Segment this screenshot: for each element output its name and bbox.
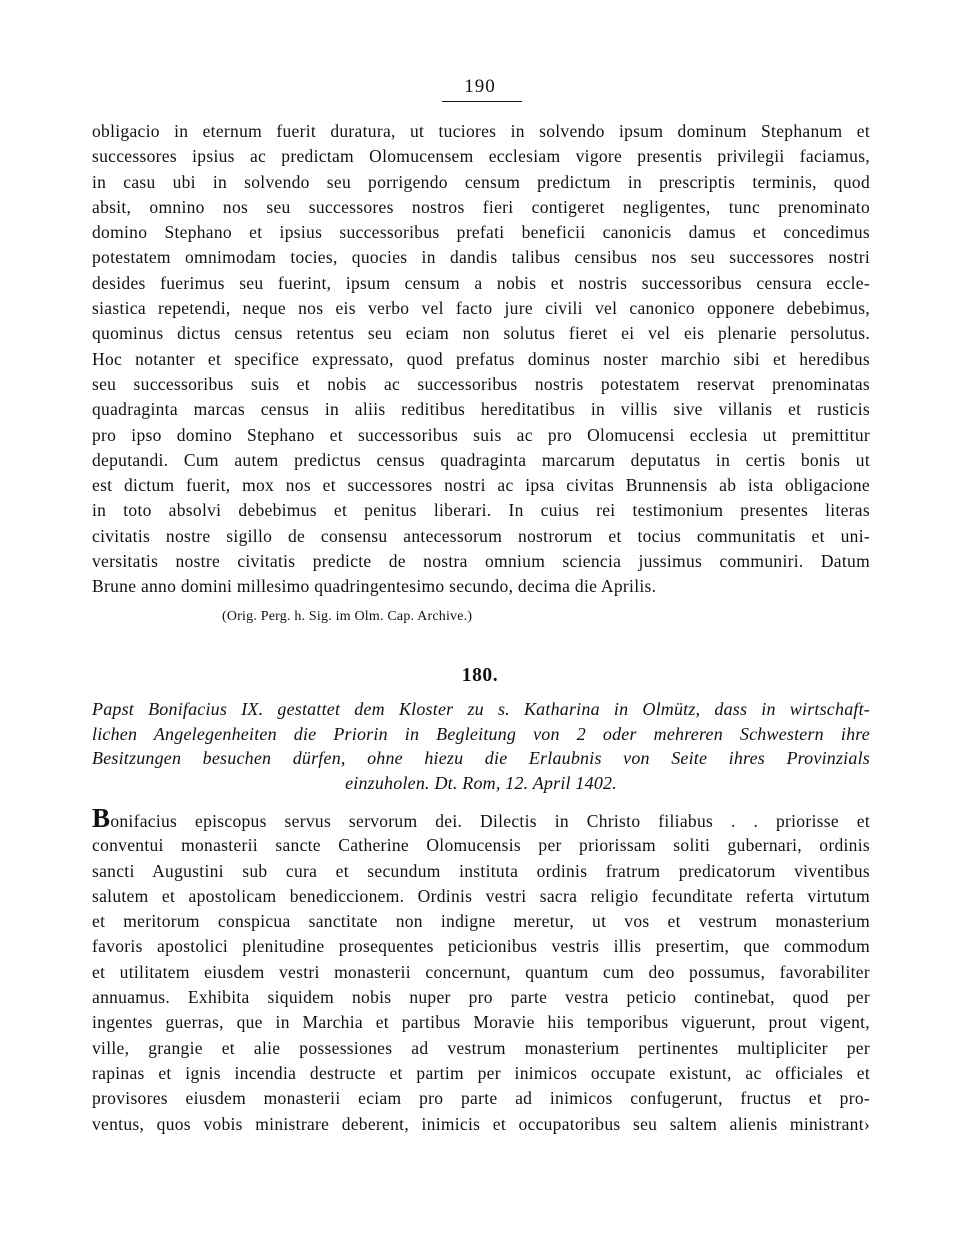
first-line-text: onifacius episcopus servus servorum dei. Dilectis in Christo filiabus . . priorisse et <box>110 811 870 831</box>
initial-letter: B <box>92 803 111 833</box>
text-line: Brune anno domini millesimo quadringentesimo secundo, decima die Aprilis. <box>92 576 657 597</box>
source-note: (Orig. Perg. h. Sig. im Olm. Cap. Archive.) <box>222 609 473 624</box>
text-line: est dictum fuerit, mox nos et successores nostri ac ipsa civitas Brunnensis ab ista obligacione <box>92 475 870 496</box>
text-line: rapinas et ignis incendia destructe et partim per inimicos occupate existunt, ac officiales et <box>92 1062 870 1083</box>
text-line: desides fuerimus seu fuerint, ipsum censum a nobis et nostris successoribus censura eccle- <box>92 272 870 293</box>
summary-line: Papst Bonifacius IX. gestattet dem Kloster zu s. Katharina in Olmütz, dass in wirtschaft- <box>92 699 870 719</box>
text-line: annuamus. Exhibita siquidem nobis nuper pro parte vestra peticio continebat, quod per <box>92 987 870 1008</box>
text-line: et meritorum conspicua sanctitate non indigne meretur, ut vos et vestrum monasterium <box>92 911 870 932</box>
page-number: 190 <box>464 76 496 97</box>
summary-line: lichen Angelegenheiten die Priorin in Begleitung von 2 oder mehreren Schwestern ihre <box>92 723 870 744</box>
text-line: quadraginta marcas census in aliis reditibus hereditatibus in villis sive villanis et rusticis <box>92 399 870 420</box>
text-line: pro ipso domino Stephano et successoribus suis ac pro Olomucensi ecclesia ut premittitur <box>92 424 870 445</box>
text-line: ingentes guerras, que in Marchia et partibus Moravie hiis temporibus viguerunt, prout vigent, <box>92 1012 870 1033</box>
text-line: salutem et apostolicam benediccionem. Ordinis vestri sacra religio fecunditate referta virtutum <box>92 885 870 906</box>
document-number: 180. <box>461 665 499 686</box>
text-line: provisores eiusdem monasterii eciam pro parte ad inimicos confugerunt, fructus et pro- <box>92 1088 870 1109</box>
summary-line: Besitzungen besuchen dürfen, ohne hiezu die Erlaubnis von Seite ihres Provinzials <box>92 748 870 768</box>
first-text-line <box>92 803 870 833</box>
charter-body <box>92 803 870 1137</box>
header-rule <box>442 101 522 102</box>
text-line: potestatem omnimodam tocies, quocies in dandis talibus censibus nos seu successores nostri <box>92 247 870 268</box>
text-line: civitatis nostre sigillo de consensu antecessorum nostrorum et tocius communitatis et uni- <box>92 525 870 546</box>
text-line: absit, omnino nos seu successores nostros fieri contigeret negligentes, tunc prenominato <box>92 196 870 217</box>
text-line: et utilitatem eiusdem vestri monasterii concernunt, quantum cum deo possumus, favorabiliter <box>92 961 870 982</box>
text-line: quominus dictus census retentus seu eciam non solutus fieret ei vel eis plenarie persolutus. <box>92 323 870 344</box>
document-summary <box>92 697 870 795</box>
text-line: domino Stephano et ipsius successoribus prefati beneficii canonicis damus et concedimus <box>92 222 870 243</box>
text-line: Hoc notanter et specifice expressato, quod prefatus dominus noster marchio sibi et heredibus <box>92 348 870 369</box>
continued-charter-text <box>92 119 870 600</box>
text-line: obligacio in eternum fuerit duratura, ut tuciores in solvendo ipsum dominum Stephanum et <box>92 121 870 141</box>
summary-line: einzuholen. Dt. Rom, 12. April 1402. <box>345 772 617 793</box>
text-line: ville, grangie et alie possessiones ad vestrum monasterium pertinentes multipliciter per <box>92 1037 870 1058</box>
text-line: sancti Augustini sub cura et secundum instituta ordinis fratrum predicatorum viventibus <box>92 860 870 881</box>
text-line: seu successoribus suis et nobis ac successoribus nostris potestatem reservat prenominatas <box>92 373 870 394</box>
text-line: versitatis nostre civitatis predicte de nostra omnium sciencia jussimus communiri. Datum <box>92 551 870 572</box>
text-line: favoris apostolici plenitudine prosequentes peticionibus vestris illis presertim, que commodum <box>92 936 870 957</box>
text-line: deputandi. Cum autem predictus census quadraginta marcarum deputatus in certis bonis ut <box>92 449 870 470</box>
text-line: conventui monasterii sancte Catherine Olomucensis per priorissam soliti gubernari, ordinis <box>92 835 870 856</box>
text-line: in casu ubi in solvendo seu porrigendo censum predictum in prescriptis terminis, quod <box>92 171 870 192</box>
text-line: siastica repetendi, neque nos eis verbo vel facto jure civili vel canonico opponere debebimus, <box>92 298 870 319</box>
text-line: ventus, quos vobis ministrare deberent, inimicis et occupatoribus seu saltem alienis ministrant› <box>92 1113 870 1134</box>
text-line: successores ipsius ac predictam Olomucensem ecclesiam vigore presentis privilegii faciamus, <box>92 146 870 167</box>
text-line: in toto absolvi debebimus et penitus liberari. In cuius rei testimonium presentes literas <box>92 500 870 521</box>
